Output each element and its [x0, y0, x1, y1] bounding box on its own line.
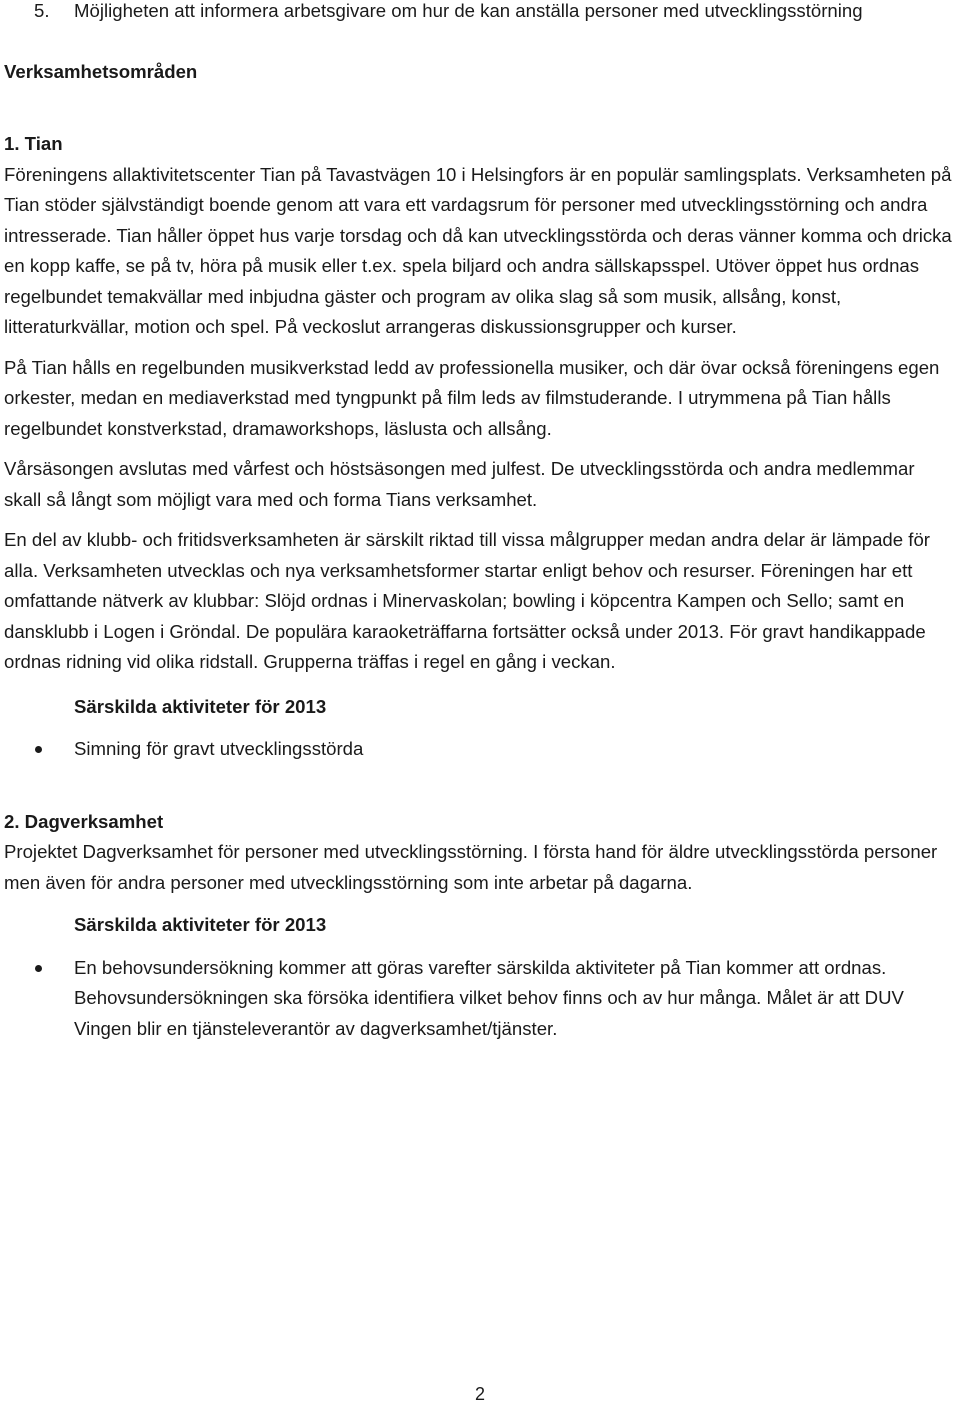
special-activities-heading: Särskilda aktiviteter för 2013: [74, 914, 327, 935]
bullet-icon: [35, 965, 42, 972]
list-item-text: Möjligheten att informera arbetsgivare om hur de kan anställa personer med utvecklingsstörning: [74, 0, 863, 21]
dagverksamhet-heading: 2. Dagverksamhet: [4, 810, 164, 832]
document-page: [4, 0, 956, 1044]
tian-paragraph-2: På Tian hålls en regelbunden musikverkstad ledd av professionella musiker, och där övar också föreningens egen orkester, medan en mediaverkstad med tyngpunkt på film leds av filmstuderande. I utrymmena på Tian hålls regelbundet konstverkstad, dramaworkshops, läslusta och allsång.: [4, 356, 940, 439]
tian-paragraph-1: Föreningens allaktivitetscenter Tian på Tavastvägen 10 i Helsingfors är en populär samlingsplats. Verksamheten på Tian stöder självständigt boende genom att vara ett vardagsrum för personer med utvecklingsstörning och andra intresserade. Tian håller öppet hus varje torsdag och då kan utvecklingsstörda och deras vänner komma och dricka en kopp kaffe, se på tv, höra på musik eller t.ex. spela biljard och andra sällskapsspel. Utöver öppet hus ordnas regelbundet temakvällar med inbjudna gäster och program av olika slag så som musik, allsång, konst, litteraturkvällar, motion och spel. På veckoslut arrangeras diskussionsgrupper och kurser.: [4, 163, 952, 337]
tian-paragraph-4: En del av klubb- och fritidsverksamheten är särskilt riktad till vissa målgrupper medan andra delar är lämpade för alla. Verksamheten utvecklas och nya verksamhetsformer startar enligt behov och resurser. Föreningen har ett omfattande nätverk av klubbar: Slöjd ordnas i Minervaskolan; bowling i köpcentra Kampen och Sello; samt en dansklubb i Logen i Gröndal. De populära karaoketräffarna fortsätter också under 2013. För gravt handikappade ordnas ridning vid olika ridstall. Grupperna träffas i regel en gång i veckan.: [4, 529, 930, 672]
bullet-item: [4, 734, 956, 765]
section-heading: Verksamhetsområden: [4, 60, 198, 82]
bullet-text: Simning för gravt utvecklingsstörda: [74, 738, 364, 759]
bullet-text: En behovsundersökning kommer att göras varefter särskilda aktiviteter på Tian kommer att ordnas. Behovsundersökningen ska försöka identifiera vilket behov finns och av hur många. Målet är att DUV Vingen blir en tjänsteleverantör av dagverksamhet/tjänster.: [74, 956, 904, 1039]
numbered-list-item: [4, 0, 956, 27]
bullet-icon: [35, 746, 42, 753]
bullet-item: [4, 953, 956, 1045]
tian-heading: 1. Tian: [4, 133, 63, 154]
list-number: 5.: [34, 0, 50, 21]
special-activities-heading: Särskilda aktiviteter för 2013: [74, 695, 327, 717]
dagverksamhet-paragraph: Projektet Dagverksamhet för personer med utvecklingsstörning. I första hand för äldre utvecklingsstörda personer men även för andra personer med utvecklingsstörning som inte arbetar på dagarna.: [4, 841, 938, 893]
page-number: 2: [474, 1384, 485, 1404]
tian-paragraph-3: Vårsäsongen avslutas med vårfest och höstsäsongen med julfest. De utvecklingsstörda och andra medlemmar skall så långt som möjligt vara med och forma Tians verksamhet.: [4, 458, 915, 510]
